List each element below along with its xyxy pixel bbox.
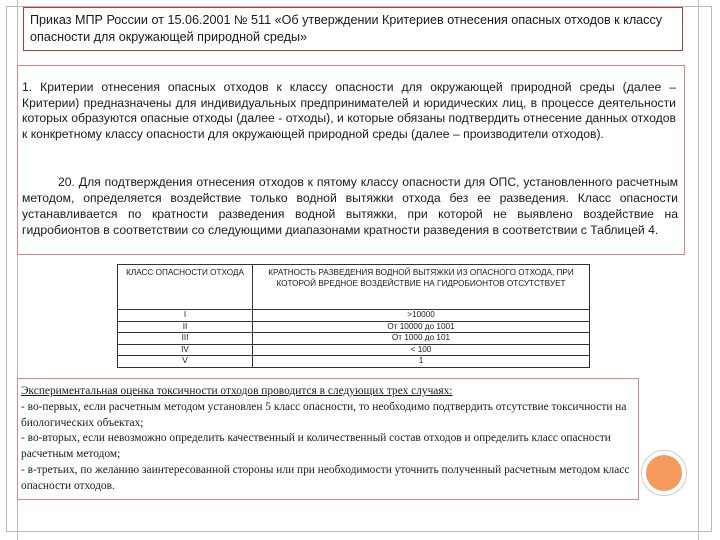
- right-rule: [698, 0, 699, 540]
- decorative-circle: [646, 455, 682, 491]
- hazard-class-table: [117, 264, 590, 368]
- paragraph-2-text: 20. Для подтверждения отнесения отходов к пятому классу опасности для ОПС, установленного расчетным методом, определяется воздействие только водной вытяжки отхода без ее разведения. Класс опасности устанавливается по кратности разведения водной вытяжки, при которой не выявлено воздействие на гидробионтов в соответствии со следующими диапазонами кратности разведения в соответствии с Таблицей 4.: [22, 175, 678, 237]
- table-row: [118, 321, 590, 333]
- slide-title: Приказ МПР России от 15.06.2001 № 511 «Об утверждении Критериев отнесения опасных отходов к классу опасности для окружающей природной среды»: [30, 13, 663, 44]
- table-cell-dilution: От 10000 до 1001: [253, 321, 590, 333]
- table-row: [118, 344, 590, 356]
- table-cell-class: IV: [118, 344, 253, 356]
- table-cell-class: V: [118, 356, 253, 368]
- table-row: [118, 333, 590, 345]
- toxicity-case-item: - во-вторых, если невозможно определить качественный и количественный состав отходов и определить класс опасности расчетным методом;: [21, 432, 611, 461]
- table-cell-dilution: < 100: [253, 344, 590, 356]
- paragraph-1: 1. Критерии отнесения опасных отходов к классу опасности для окружающей природной среды (далее – Критерии) предназначены для индивидуальных предпринимателей и юридических лиц, в процессе деятельности которых образуются опасные отходы (далее - отходы), и которые обязаны подтвердить отнесение данных отходов к конкретному классу опасности для окружающей природной среды (далее – производители отходов).: [22, 80, 676, 141]
- table-cell-dilution: От 1000 до 101: [253, 333, 590, 345]
- table-cell-dilution: 1: [253, 356, 590, 368]
- table-cell-class: III: [118, 333, 253, 345]
- toxicity-case-item: - во-первых, если расчетным методом установлен 5 класс опасности, то необходимо подтвердить отсутствие токсичности на биологических объектах;: [21, 400, 627, 429]
- paragraph-2: [22, 174, 678, 238]
- table-cell-class: I: [118, 310, 253, 322]
- toxicity-cases-heading: Экспериментальная оценка токсичности отходов проводится в следующих трех случаях:: [21, 385, 453, 397]
- table-row: [118, 310, 590, 322]
- table-header-row: [118, 265, 590, 310]
- title-box: [23, 7, 683, 51]
- toxicity-cases-box: [17, 378, 639, 500]
- table-header-class: КЛАСС ОПАСНОСТИ ОТХОДА: [118, 265, 253, 310]
- table-row: [118, 356, 590, 368]
- toxicity-case-item: - в-третьих, по желанию заинтересованной стороны или при необходимости уточнить полученный расчетным методом класс опасности отходов.: [21, 463, 630, 492]
- table-cell-class: II: [118, 321, 253, 333]
- table-cell-dilution: >10000: [253, 310, 590, 322]
- table-header-dilution: КРАТНОСТЬ РАЗВЕДЕНИЯ ВОДНОЙ ВЫТЯЖКИ ИЗ ОПАСНОГО ОТХОДА, ПРИ КОТОРОЙ ВРЕДНОЕ ВОЗДЕЙСТВИЕ НА ГИДРОБИОНТОВ ОТСУТСТВУЕТ: [253, 265, 590, 310]
